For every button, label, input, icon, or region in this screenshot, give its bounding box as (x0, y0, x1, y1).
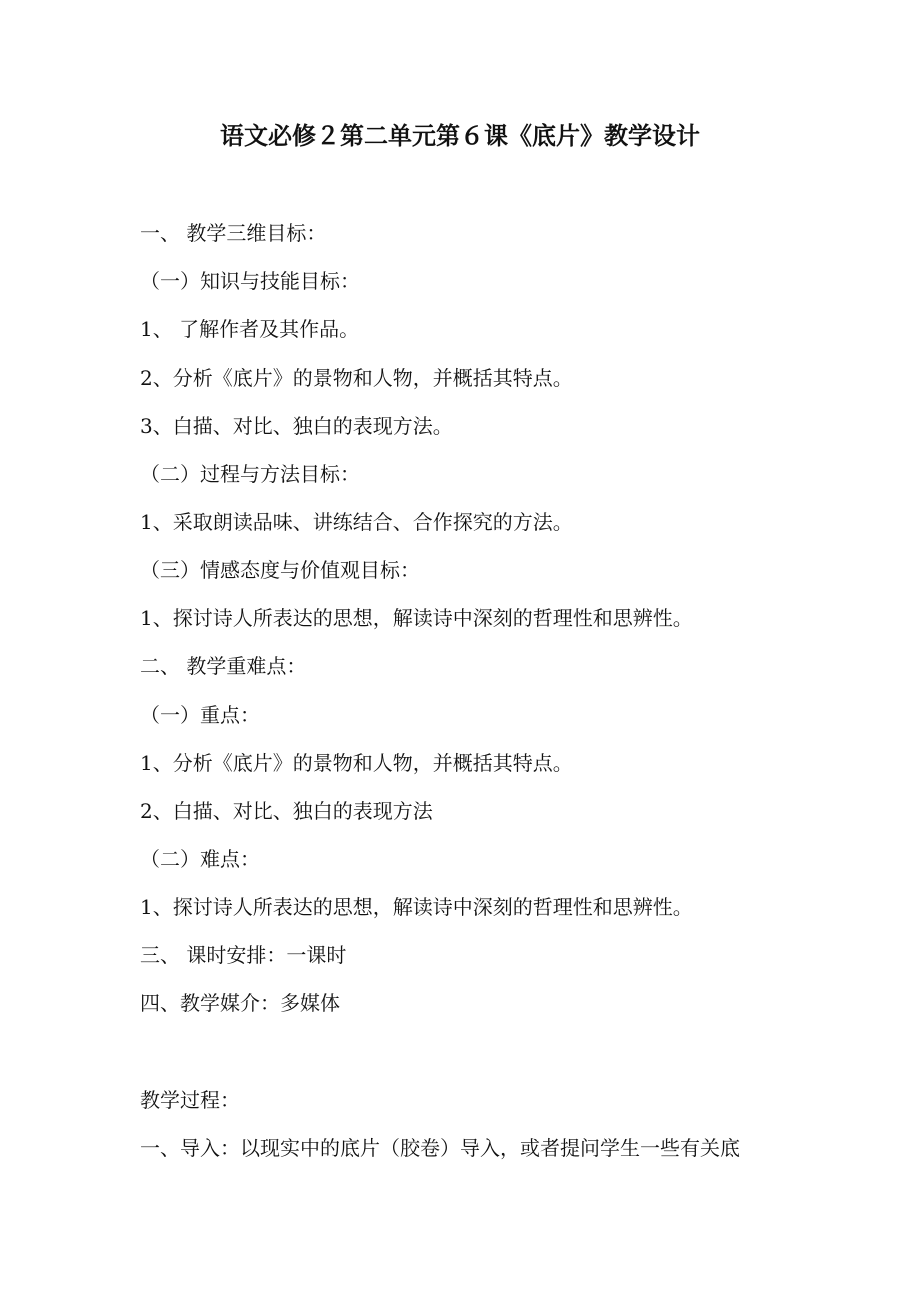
document-title: 语文必修２第二单元第６课《底片》教学设计 (220, 121, 700, 150)
list-item: 3、白描、对比、独白的表现方法。 (140, 414, 453, 438)
subsection-heading-difficult-points: （二）难点： (140, 847, 260, 871)
subsection-heading-emotion-values: （三）情感态度与价值观目标： (140, 558, 420, 582)
section-heading-schedule: 三、 课时安排：一课时 (140, 943, 347, 967)
section-heading-media: 四、教学媒介：多媒体 (140, 991, 340, 1015)
list-item: 2、分析《底片》的景物和人物，并概括其特点。 (140, 366, 573, 390)
list-item: 2、白描、对比、独白的表现方法 (140, 799, 433, 823)
list-item: 1、探讨诗人所表达的思想，解读诗中深刻的哲理性和思辨性。 (140, 895, 693, 919)
list-item: 1、采取朗读品味、讲练结合、合作探究的方法。 (140, 510, 573, 534)
subsection-heading-process-method: （二）过程与方法目标： (140, 462, 360, 486)
section-heading-objectives: 一、 教学三维目标： (140, 221, 327, 245)
section-heading-key-difficult-points: 二、 教学重难点： (140, 654, 307, 678)
list-item: 1、分析《底片》的景物和人物，并概括其特点。 (140, 751, 573, 775)
list-item: 1、 了解作者及其作品。 (140, 317, 360, 341)
subsection-heading-key-points: （一）重点： (140, 703, 260, 727)
section-heading-teaching-process: 教学过程： (140, 1088, 240, 1112)
subsection-heading-knowledge-skills: （一）知识与技能目标： (140, 269, 360, 293)
paragraph-introduction: 一、导入：以现实中的底片（胶卷）导入，或者提问学生一些有关底 (140, 1136, 740, 1160)
list-item: 1、探讨诗人所表达的思想，解读诗中深刻的哲理性和思辨性。 (140, 606, 693, 630)
